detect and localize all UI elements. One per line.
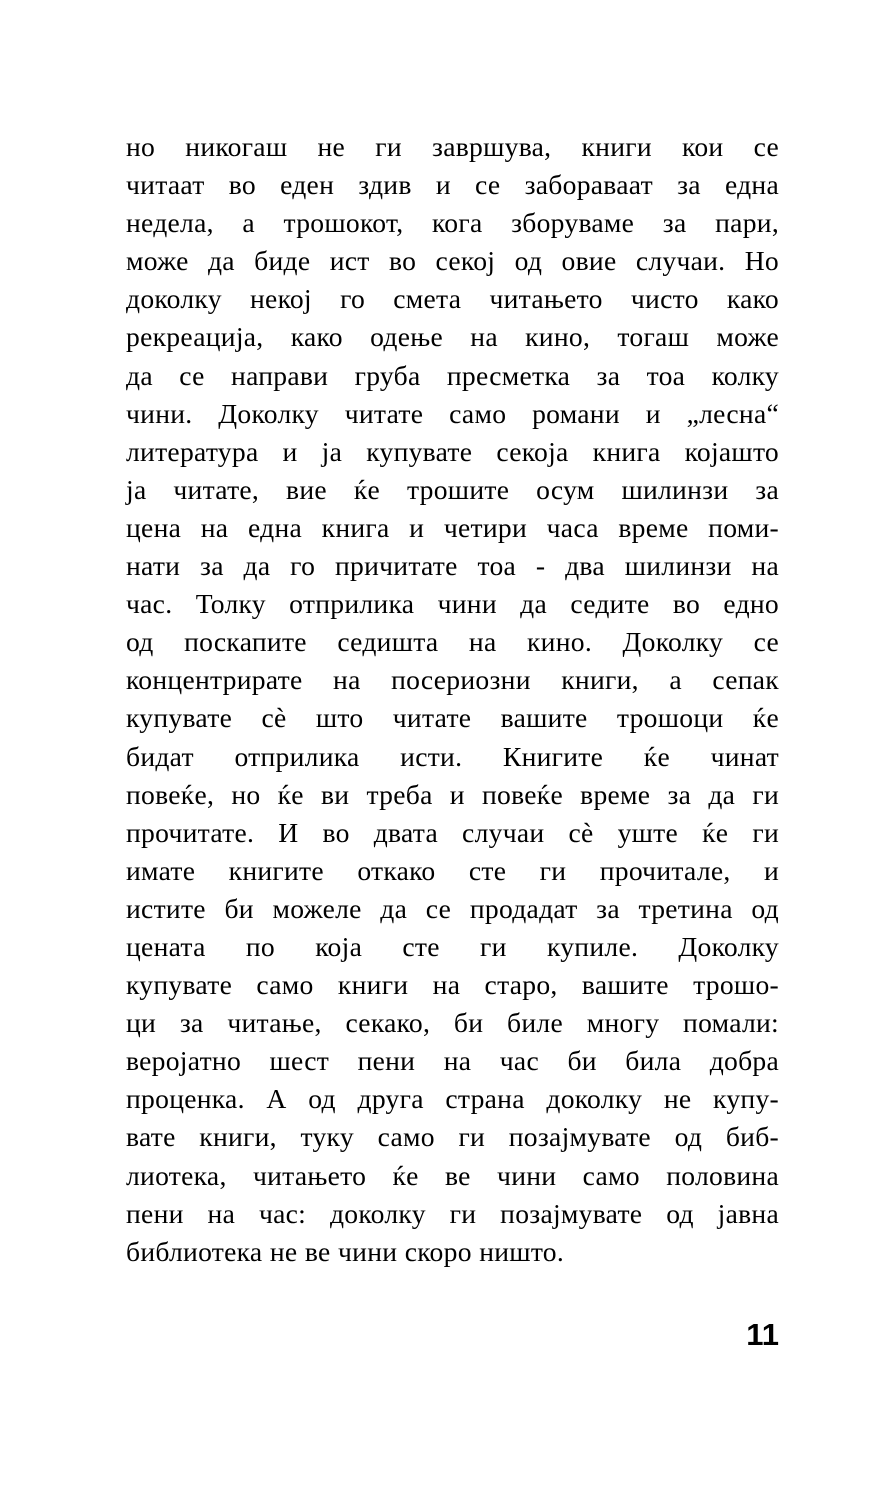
text-line: ја читате, вие ќе трошите осум шилинзи за [126, 473, 779, 505]
text-line: рекреација, како одење на кино, тогаш може [126, 321, 779, 353]
text-line: купувате сè што читате вашите трошоци ќе [126, 702, 779, 734]
text-line: читаат во еден здив и се забораваат за една [126, 169, 779, 201]
text-line: но никогаш не ги завршува, книги кои се [126, 131, 779, 162]
text-line: библиотека не ве чини скоро ништо. [126, 1235, 565, 1267]
text-line: доколку некој го смета читањето чисто како [126, 283, 779, 315]
text-line: чини. Доколку читате само романи и „лесна“ [126, 397, 779, 429]
text-line: цената по која сте ги купиле. Доколку [126, 930, 779, 962]
text-line: недела, а трошокот, кога зборуваме за пари, [126, 207, 779, 239]
text-line: лиотека, читањето ќе ве чини само половина [126, 1159, 779, 1191]
body-paragraph [126, 128, 779, 1271]
text-line: може да биде ист во секој од овие случаи. Но [126, 245, 779, 277]
text-line: пени на час: доколку ги позајмувате од јавна [126, 1197, 779, 1229]
text-line: вате книги, туку само ги позајмувате од биб- [126, 1121, 779, 1153]
text-line: веројатно шест пени на час би била добра [126, 1045, 779, 1077]
text-line: нати за да го причитате тоа - два шилинзи на [126, 550, 779, 582]
text-line: купувате само книги на старо, вашите трошо- [126, 969, 779, 1001]
text-line: час. Толку отприлика чини да седите во едно [126, 588, 779, 620]
text-line: бидат отприлика исти. Книгите ќе чинат [126, 740, 779, 772]
text-line: концентрирате на посериозни книги, а сепак [126, 664, 779, 696]
text-line: проценка. А од друга страна доколку не купу- [126, 1083, 779, 1115]
body-text-block [126, 128, 779, 1271]
text-line: прочитате. И во двата случаи сè уште ќе ги [126, 816, 779, 848]
text-line: литература и ја купувате секоја книга којашто [126, 435, 779, 467]
text-line: истите би можеле да се продадат за третина од [126, 892, 779, 924]
text-line: имате книгите откако сте ги прочитале, и [126, 854, 779, 886]
text-line: да се направи груба пресметка за тоа колку [126, 359, 779, 391]
page-number: 11 [746, 1317, 779, 1352]
text-line: од поскапите седишта на кино. Доколку се [126, 626, 779, 658]
text-line: цена на една книга и четири часа време поми- [126, 511, 779, 543]
text-line: ци за читање, секако, би биле многу помали: [126, 1007, 779, 1039]
text-line: повеќе, но ќе ви треба и повеќе време за да ги [126, 778, 779, 810]
